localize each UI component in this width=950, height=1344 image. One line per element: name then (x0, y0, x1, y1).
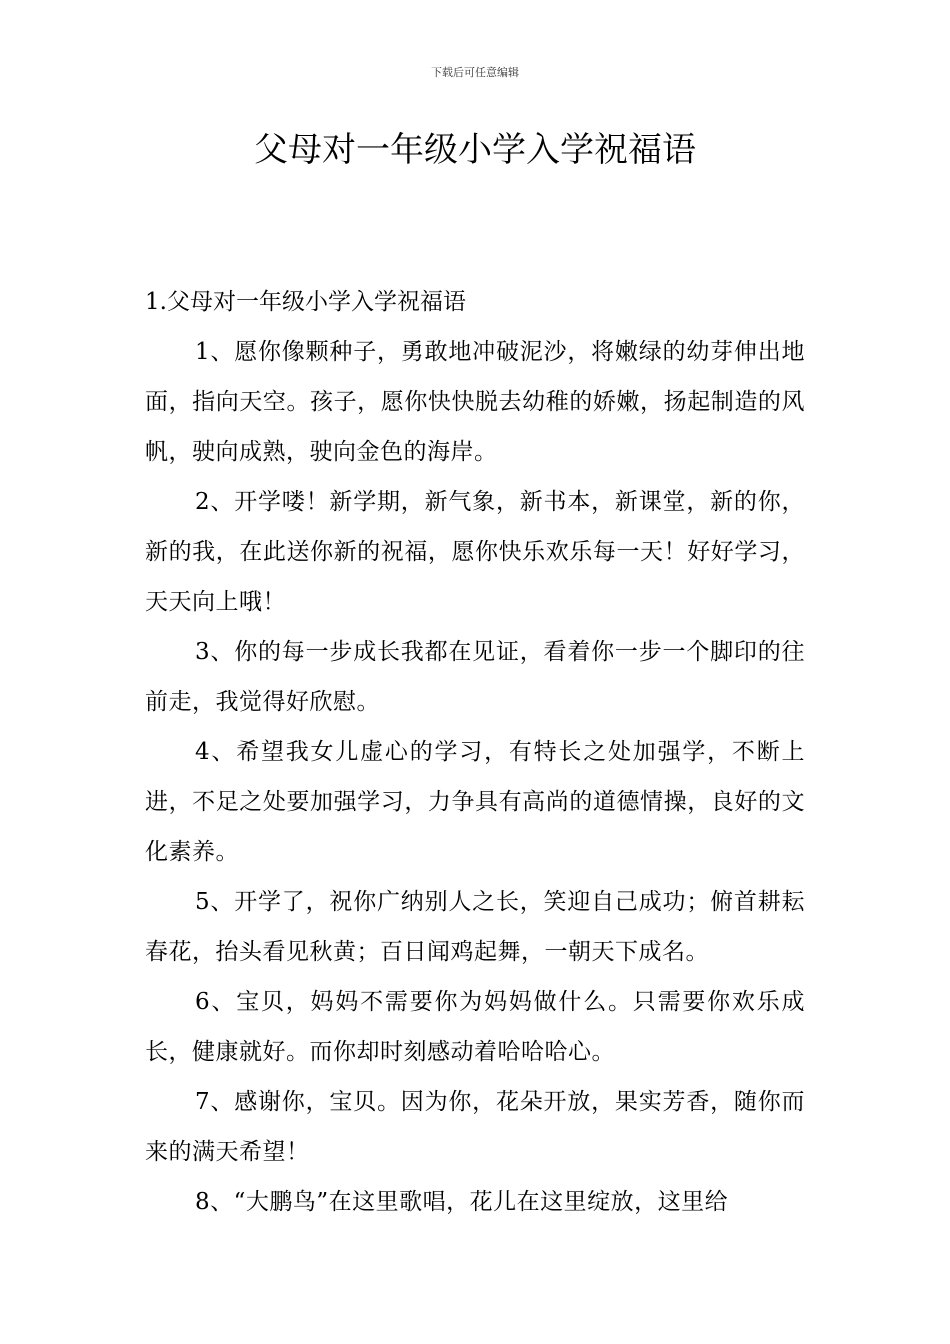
document-body (145, 277, 805, 1227)
paragraph-5: 5、开学了，祝你广纳别人之长，笑迎自己成功；俯首耕耘春花，抬头看见秋黄；百日闻鸡起舞，一朝天下成名。 (145, 889, 805, 965)
paragraph-4: 4、希望我女儿虚心的学习，有特长之处加强学，不断上进，不足之处要加强学习，力争具有高尚的道德情操，良好的文化素养。 (145, 739, 805, 865)
paragraph-2: 2、开学喽！新学期，新气象，新书本，新课堂，新的你，新的我，在此送你新的祝福，愿你快乐欢乐每一天！好好学习，天天向上哦！ (145, 489, 805, 615)
paragraph-8: 8、“大鹏鸟”在这里歌唱，花儿在这里绽放，这里给 (195, 1189, 729, 1215)
section-heading: 1.父母对一年级小学入学祝福语 (145, 289, 466, 315)
document-title: 父母对一年级小学入学祝福语 (254, 130, 696, 170)
paragraph-3: 3、你的每一步成长我都在见证，看着你一步一个脚印的往前走，我觉得好欣慰。 (145, 639, 805, 715)
paragraph-1: 1、愿你像颗种子，勇敢地冲破泥沙，将嫩绿的幼芽伸出地面，指向天空。孩子，愿你快快脱去幼稚的娇嫩，扬起制造的风帆，驶向成熟，驶向金色的海岸。 (145, 339, 805, 465)
paragraph-6: 6、宝贝，妈妈不需要你为妈妈做什么。只需要你欢乐成长，健康就好。而你却时刻感动着哈哈哈心。 (145, 989, 805, 1065)
header-note: 下载后可任意编辑 (431, 66, 519, 79)
paragraph-7: 7、感谢你，宝贝。因为你，花朵开放，果实芳香，随你而来的满天希望！ (145, 1089, 805, 1165)
